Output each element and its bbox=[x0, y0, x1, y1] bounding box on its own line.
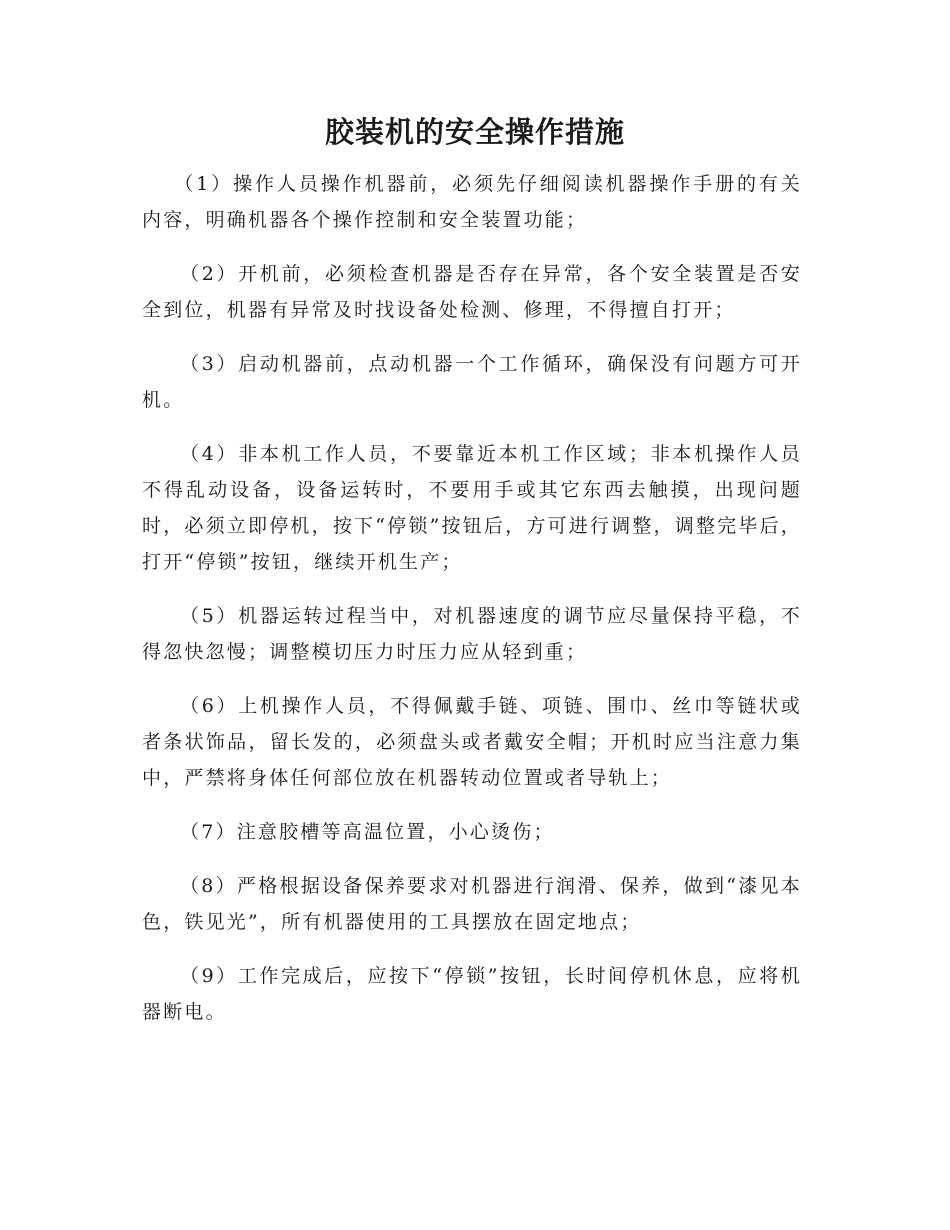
paragraph-3: （3）启动机器前，点动机器一个工作循环，确保没有问题方可开机。 bbox=[142, 353, 802, 411]
paragraph-5: （5）机器运转过程当中，对机器速度的调节应尽量保持平稳，不得忽快忽慢；调整模切压力时压力应从轻到重； bbox=[142, 605, 802, 663]
paragraph-6: （6）上机操作人员，不得佩戴手链、项链、围巾、丝巾等链状或者条状饰品，留长发的，必须盘头或者戴安全帽；开机时应当注意力集中，严禁将身体任何部位放在机器转动位置或者导轨上； bbox=[142, 695, 802, 789]
paragraph-2: （2）开机前，必须检查机器是否存在异常，各个安全装置是否安全到位，机器有异常及时找设备处检测、修理，不得擅自打开； bbox=[142, 263, 802, 321]
paragraph-8: （8）严格根据设备保养要求对机器进行润滑、保养，做到“漆见本色，铁见光”，所有机器使用的工具摆放在固定地点； bbox=[142, 875, 802, 933]
paragraph-4: （4）非本机工作人员，不要靠近本机工作区域；非本机操作人员不得乱动设备，设备运转时，不要用手或其它东西去触摸，出现问题时，必须立即停机，按下“停锁”按钮后，方可进行调整，调整完毕后，打开“停锁”按钮，继续开机生产； bbox=[142, 443, 802, 573]
paragraph-9: （9）工作完成后，应按下“停锁”按钮，长时间停机休息，应将机器断电。 bbox=[142, 965, 802, 1023]
paragraph-7: （7）注意胶槽等高温位置，小心烫伤； bbox=[180, 821, 555, 843]
document-title: 胶装机的安全操作措施 bbox=[324, 115, 625, 149]
document-body bbox=[142, 166, 802, 1048]
paragraph-1: （1）操作人员操作机器前，必须先仔细阅读机器操作手册的有关内容，明确机器各个操作控制和安全装置功能； bbox=[142, 173, 802, 231]
